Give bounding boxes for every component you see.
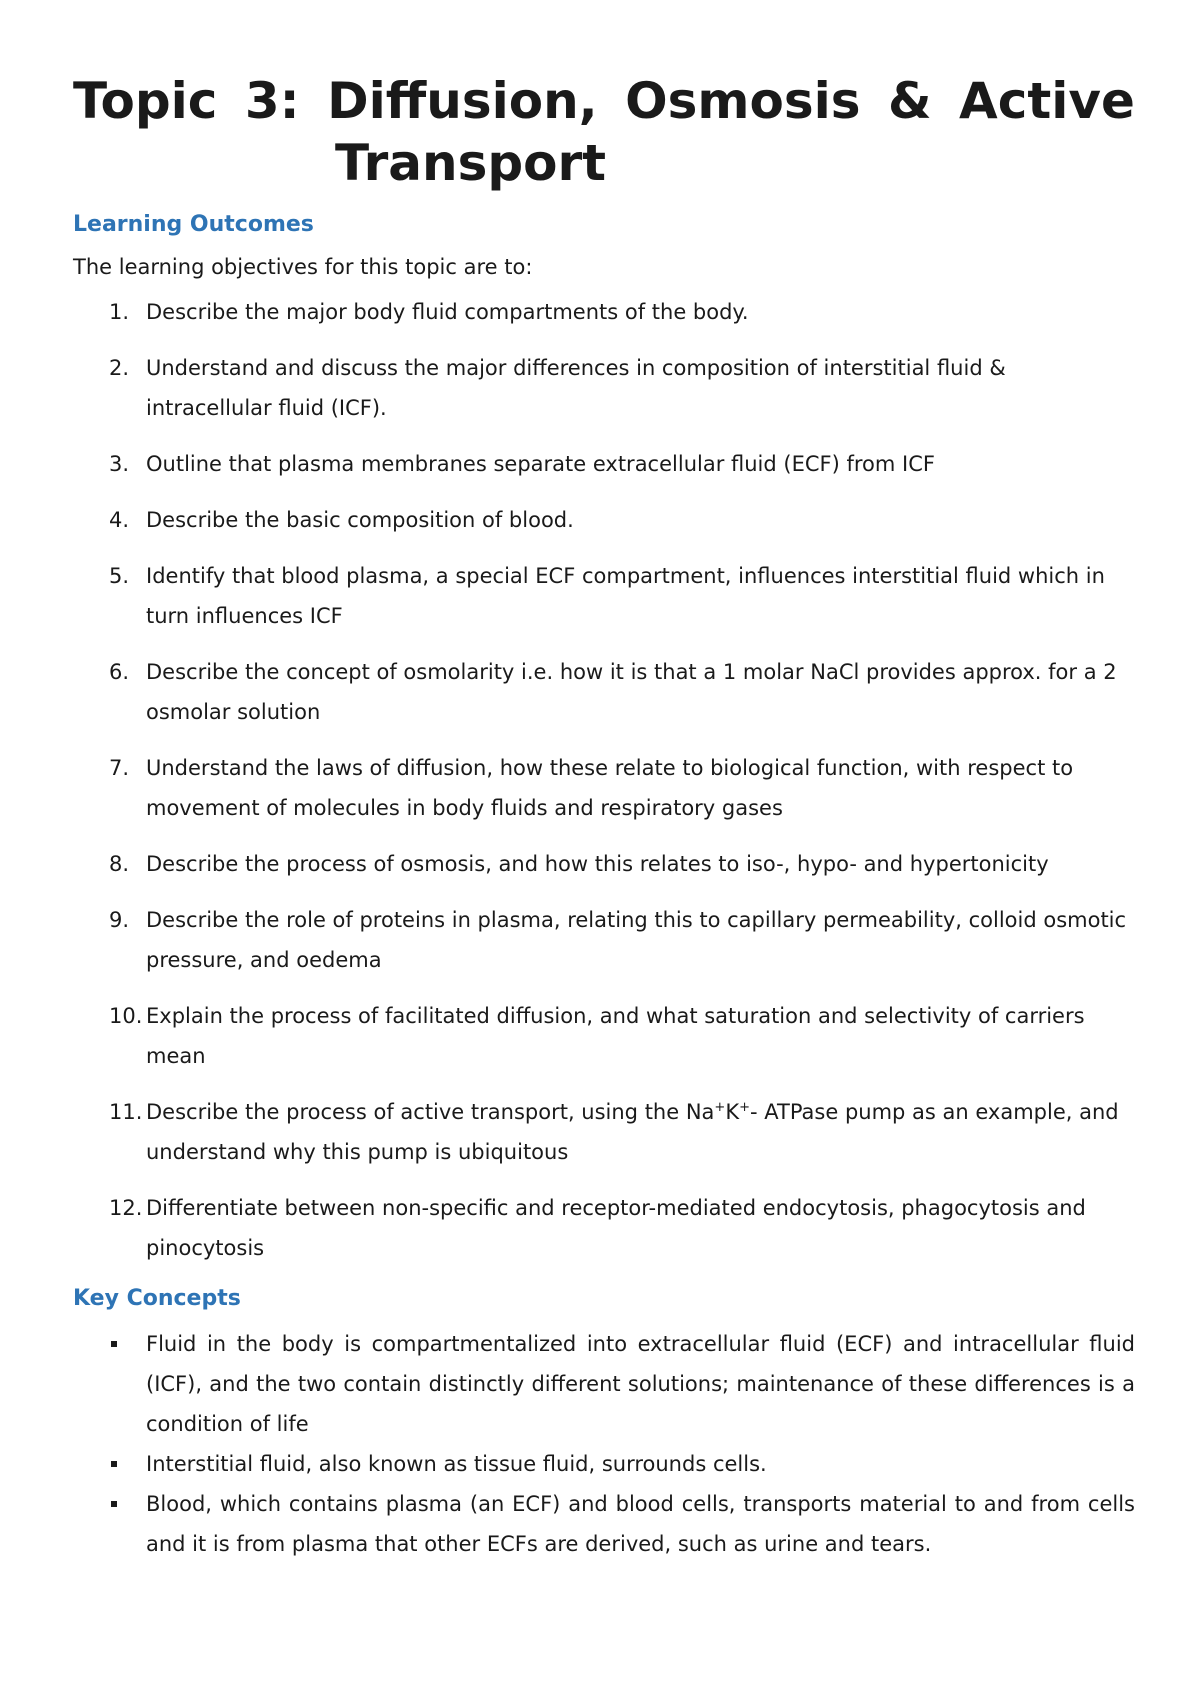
item-text: Interstitial fluid, also known as tissue fluid, surrounds cells. [146,1452,767,1476]
item-number: 7. [109,756,130,780]
list-item [73,844,1135,884]
list-item [73,556,1135,636]
learning-outcomes-heading: Learning Outcomes [73,212,314,237]
list-item [73,444,1135,484]
list-item [73,1324,1135,1444]
list-item [73,1484,1135,1564]
item-text: Fluid in the body is compartmentalized into extracellular fluid (ECF) and intracellular fluid (ICF), and the two contain distinctly different solutions; maintenance of these differences is a condition of life [146,1332,1135,1436]
item-number: 12. [109,1196,143,1220]
item-number: 8. [109,852,130,876]
item-text-part: K [725,1100,740,1124]
item-text [146,1100,1119,1164]
item-number: 3. [109,452,130,476]
list-item [73,348,1135,428]
learning-objectives-list [73,292,1135,1268]
superscript: + [714,1100,726,1115]
list-item [73,1092,1135,1172]
title-word: Active [959,72,1135,130]
item-text: Outline that plasma membranes separate extracellular fluid (ECF) from ICF [146,452,935,476]
item-text: Describe the major body fluid compartments of the body. [146,300,749,324]
title-word: Topic [73,72,218,130]
title-line-1 [73,70,1135,132]
list-item [73,500,1135,540]
key-concepts-list [73,1324,1135,1564]
item-number: 1. [109,300,130,324]
superscript: + [739,1100,750,1115]
title-word: & [887,72,932,130]
bullet-icon [111,1501,117,1507]
list-item [73,996,1135,1076]
item-text: Describe the process of osmosis, and how this relates to iso-, hypo- and hypertonicity [146,852,1049,876]
item-text-part: - ATPase pump as an example, and understand why this pump is ubiquitous [146,1100,1119,1164]
list-item [73,292,1135,332]
list-item [73,652,1135,732]
key-concepts-heading: Key Concepts [73,1286,241,1311]
item-text: Describe the role of proteins in plasma, relating this to capillary permeability, colloid osmotic pressure, and oedema [146,908,1127,972]
list-item [73,1444,1135,1484]
list-item [73,748,1135,828]
item-number: 10. [109,1004,143,1028]
item-text: Identify that blood plasma, a special ECF compartment, influences interstitial fluid which in turn influences ICF [146,564,1105,628]
item-text-part: Describe the process of active transport, using the Na [146,1100,715,1124]
title-word: Osmosis [625,72,861,130]
learning-outcomes-intro: The learning objectives for this topic are to: [73,255,533,279]
item-text: Describe the basic composition of blood. [146,508,574,532]
list-item [73,1188,1135,1268]
item-text: Understand and discuss the major differences in composition of interstitial fluid & intracellular fluid (ICF). [146,356,1006,420]
list-item [73,900,1135,980]
bullet-icon [111,1341,117,1347]
title-line-2: Transport [335,134,607,192]
item-number: 4. [109,508,130,532]
item-text: Explain the process of facilitated diffusion, and what saturation and selectivity of carriers mean [146,1004,1085,1068]
item-text: Understand the laws of diffusion, how these relate to biological function, with respect to movement of molecules in body fluids and respiratory gases [146,756,1074,820]
item-text: Differentiate between non-specific and receptor-mediated endocytosis, phagocytosis and pinocytosis [146,1196,1086,1260]
document-page [73,70,1135,1564]
title-word: 3: [244,72,300,130]
item-number: 5. [109,564,130,588]
bullet-icon [111,1461,117,1467]
item-text: Blood, which contains plasma (an ECF) and blood cells, transports material to and from cells and it is from plasma that other ECFs are derived, such as urine and tears. [146,1492,1135,1556]
item-number: 6. [109,660,130,684]
page-title [73,70,1135,194]
item-number: 11. [109,1100,143,1124]
item-number: 9. [109,908,130,932]
item-number: 2. [109,356,130,380]
item-text: Describe the concept of osmolarity i.e. how it is that a 1 molar NaCl provides approx. for a 2 osmolar solution [146,660,1117,724]
title-word: Diffusion, [327,72,598,130]
